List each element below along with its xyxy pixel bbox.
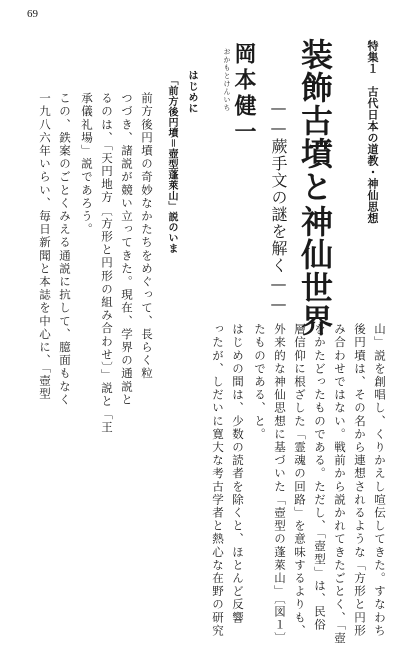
body-line: み合わせではない。戦前から説かれてきたごとく、「壺 [333, 323, 347, 645]
body-line: るのは、「天円地方〔方形と円形の組み合わせ〕」説と「王 [100, 92, 114, 435]
body-line: ったが、しだいに寛大な考古学者と熱心な在野の研究 [211, 323, 225, 638]
body-line: 前方後円墳の奇妙なかたちをめぐって、長らく粒 [140, 92, 154, 381]
series-label: 特集１ 古代日本の道教・神仙思想 [366, 40, 379, 224]
article-subtitle: ——蕨手文の謎を解く—— [269, 98, 288, 314]
article-title-line2: 神仙世界 [296, 205, 334, 337]
author-ruby: おかもとけんいち [223, 48, 231, 112]
body-line: 後円墳は、その名から連想されるような「方形と円形 [353, 323, 367, 638]
body-line: はじめの間は、少数の読者を除くと、ほとんど反響 [231, 323, 245, 625]
section-heading: はじめに [186, 70, 197, 114]
subsection-heading: 「前方後円墳＝壺型蓬萊山」説のいま [166, 75, 177, 254]
body-line: たものである、と。 [253, 323, 267, 441]
body-line: 層信仰に根ざした「霊魂の回路」を意味するよりも、 [293, 323, 307, 638]
author-name: 岡本健一 [231, 42, 257, 146]
page-number: 69 [27, 8, 38, 20]
body-line: この、鉄案のごとくみえる通説に抗して、臆面もなく [58, 92, 72, 407]
body-line: 承儀礼場」説であろう。 [80, 92, 94, 237]
body-line: 一九八六年いらい、毎日新聞と本誌を中心に、「壺型 [38, 92, 52, 401]
article-title-line1: 装飾古墳と [296, 38, 334, 203]
body-line: 山」説を創唱し、くりかえし喧伝してきた。すなわち [373, 323, 387, 638]
body-line: 外来的な神仙思想に基づいた「壺型の蓬萊山」〔図１〕 [273, 323, 287, 645]
body-line: つづき、諸説が競い立ってきた。現在、学界の通説と [120, 92, 134, 407]
body-line: をかたどったものである。ただし、「壺型」は、民俗 [313, 323, 327, 632]
